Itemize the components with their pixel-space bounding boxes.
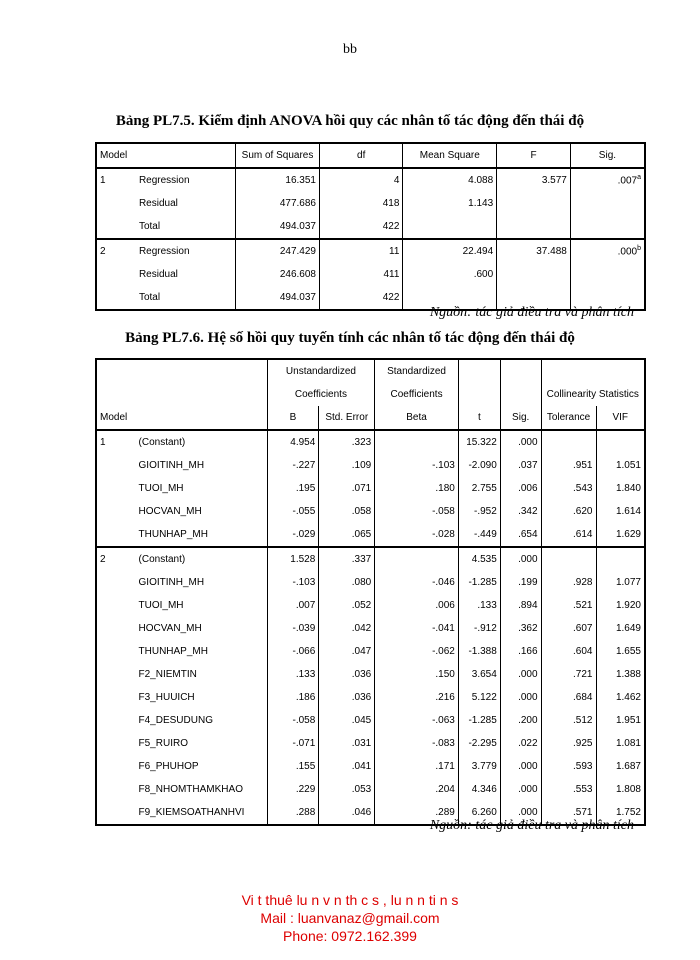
- value-cell: .721: [541, 663, 596, 686]
- value-cell: .000: [500, 686, 541, 709]
- variable-cell: F8_NHOMTHAMKHAO: [138, 784, 243, 795]
- variable-cell: F6_PHUHOP: [138, 761, 199, 772]
- value-cell: [541, 547, 596, 571]
- header-cell: df: [319, 143, 402, 168]
- value-cell: .031: [319, 732, 375, 755]
- model-cell: [96, 755, 136, 778]
- header-cell: Tolerance: [541, 406, 596, 430]
- sig-cell: [570, 192, 645, 215]
- value-cell: -.041: [375, 617, 459, 640]
- value-cell: 6.260: [458, 801, 500, 825]
- table-row: [96, 778, 645, 801]
- value-cell: .216: [375, 686, 459, 709]
- table-row: [96, 168, 645, 192]
- variable-cell: F4_DESUDUNG: [138, 715, 213, 726]
- value-cell: .925: [541, 732, 596, 755]
- value-cell: .543: [541, 477, 596, 500]
- value-cell: .071: [319, 477, 375, 500]
- value-cell: .166: [500, 640, 541, 663]
- value-cell: .006: [375, 594, 459, 617]
- header-cell: Sum of Squares: [236, 143, 320, 168]
- model-cell: [96, 663, 136, 686]
- row-label-cell: Residual: [138, 269, 178, 280]
- footnote-marker: a: [637, 174, 641, 182]
- value-cell: 247.429: [236, 239, 320, 263]
- value-cell: -.449: [458, 523, 500, 547]
- header-cell: B: [267, 406, 319, 430]
- header-cell: Standardized: [375, 359, 459, 383]
- value-cell: .337: [319, 547, 375, 571]
- value-cell: .041: [319, 755, 375, 778]
- coefficients-table: [95, 358, 646, 826]
- value-cell: .000: [500, 547, 541, 571]
- value-cell: 477.686: [236, 192, 320, 215]
- table-row: [96, 239, 645, 263]
- variable-cell: GIOITINH_MH: [138, 460, 205, 471]
- value-cell: -.039: [267, 617, 319, 640]
- value-cell: -.066: [267, 640, 319, 663]
- model-cell: [96, 801, 136, 825]
- table1-caption: Bảng PL7.5. Kiểm định ANOVA hồi quy các nhân tố tác động đến thái độ: [115, 113, 585, 129]
- value-cell: .186: [267, 686, 319, 709]
- row-label-cell: Total: [136, 286, 236, 310]
- value-cell: .046: [319, 801, 375, 825]
- value-cell: .180: [375, 477, 459, 500]
- value-cell: -.912: [458, 617, 500, 640]
- value-cell: 246.608: [236, 263, 320, 286]
- variable-cell: F9_KIEMSOATHANHVI: [136, 801, 268, 825]
- value-cell: .000: [500, 755, 541, 778]
- table-row: [96, 500, 645, 523]
- table1-source: Nguồn: tác giả điều tra và phân tích: [429, 305, 634, 320]
- table-header-row: [96, 406, 645, 430]
- header-cell: Std. Error: [319, 406, 375, 430]
- value-cell: .521: [541, 594, 596, 617]
- value-cell: [596, 430, 645, 454]
- model-cell: [96, 500, 136, 523]
- value-cell: 1.629: [596, 523, 645, 547]
- sig-value: .000: [617, 246, 638, 258]
- model-cell: [96, 192, 136, 215]
- table-row: [96, 732, 645, 755]
- value-cell: .553: [541, 778, 596, 801]
- value-cell: 1.051: [596, 454, 645, 477]
- value-cell: .042: [319, 617, 375, 640]
- value-cell: -1.285: [458, 571, 500, 594]
- value-cell: .288: [267, 801, 319, 825]
- header-cell: Coefficients: [267, 383, 375, 406]
- value-cell: .022: [500, 732, 541, 755]
- value-cell: 1.614: [596, 500, 645, 523]
- value-cell: -1.388: [458, 640, 500, 663]
- value-cell: .036: [319, 686, 375, 709]
- value-cell: .323: [319, 430, 375, 454]
- variable-cell: TUOI_MH: [138, 483, 184, 494]
- footer-ad: [0, 891, 700, 945]
- table-row: [96, 571, 645, 594]
- footnote-marker: b: [637, 245, 641, 253]
- table-row: [96, 454, 645, 477]
- header-cell: VIF: [596, 406, 645, 430]
- value-cell: [375, 547, 459, 571]
- row-label-cell: Total: [138, 221, 161, 232]
- value-cell: -.055: [267, 500, 319, 523]
- model-cell: 2: [96, 239, 136, 263]
- value-cell: -.103: [375, 454, 459, 477]
- table-row: [96, 709, 645, 732]
- value-cell: 4.535: [458, 547, 500, 571]
- model-cell: [96, 571, 136, 594]
- value-cell: [497, 263, 571, 286]
- variable-cell: F3_HUUICH: [138, 692, 195, 703]
- model-cell: [96, 477, 136, 500]
- value-cell: .199: [500, 571, 541, 594]
- model-cell: [96, 286, 136, 310]
- anova-table: [95, 142, 646, 311]
- table2-source: Nguồn: tác giả điều tra và phân tích: [429, 818, 634, 833]
- table-row: [96, 192, 645, 215]
- value-cell: .000: [500, 778, 541, 801]
- value-cell: .052: [319, 594, 375, 617]
- page-header: bb: [343, 42, 357, 57]
- value-cell: .204: [375, 778, 459, 801]
- variable-cell: F2_NIEMTIN: [138, 669, 197, 680]
- value-cell: 3.577: [497, 168, 571, 192]
- value-cell: .342: [500, 500, 541, 523]
- table-row: [96, 594, 645, 617]
- value-cell: .000: [500, 801, 541, 825]
- footer-phone: Phone: 0972.162.399: [283, 928, 417, 944]
- row-label-cell: Residual: [138, 198, 178, 209]
- model-cell: [96, 640, 136, 663]
- value-cell: .036: [319, 663, 375, 686]
- sig-value: .007: [617, 175, 638, 187]
- variable-cell: THUNHAP_MH: [138, 529, 208, 540]
- value-cell: .037: [500, 454, 541, 477]
- value-cell: -.083: [375, 732, 459, 755]
- sig-cell: [570, 263, 645, 286]
- header-cell: Model: [96, 143, 136, 168]
- model-cell: [96, 732, 136, 755]
- value-cell: .654: [500, 523, 541, 547]
- value-cell: 5.122: [458, 686, 500, 709]
- value-cell: .229: [267, 778, 319, 801]
- sig-cell: [570, 168, 645, 192]
- value-cell: -.063: [375, 709, 459, 732]
- table-row: [96, 430, 645, 454]
- table-row: [96, 477, 645, 500]
- value-cell: .007: [267, 594, 319, 617]
- variable-cell: THUNHAP_MH: [138, 646, 208, 657]
- value-cell: .065: [319, 523, 375, 547]
- value-cell: 1.687: [596, 755, 645, 778]
- model-cell: [96, 617, 136, 640]
- value-cell: [403, 215, 497, 239]
- value-cell: 494.037: [236, 215, 320, 239]
- value-cell: [497, 215, 571, 239]
- value-cell: 3.654: [458, 663, 500, 686]
- model-cell: [96, 215, 136, 239]
- value-cell: .512: [541, 709, 596, 732]
- value-cell: .045: [319, 709, 375, 732]
- variable-cell: (Constant): [136, 547, 268, 571]
- value-cell: .080: [319, 571, 375, 594]
- model-cell: [96, 709, 136, 732]
- value-cell: .006: [500, 477, 541, 500]
- table-row: [96, 686, 645, 709]
- value-cell: 1.951: [596, 709, 645, 732]
- value-cell: .133: [267, 663, 319, 686]
- table-header-row: [96, 359, 645, 383]
- value-cell: 1.752: [596, 801, 645, 825]
- value-cell: 15.322: [458, 430, 500, 454]
- value-cell: 418: [319, 192, 402, 215]
- value-cell: .928: [541, 571, 596, 594]
- table-row: [96, 263, 645, 286]
- model-cell: [96, 523, 136, 547]
- value-cell: .200: [500, 709, 541, 732]
- value-cell: 422: [319, 215, 402, 239]
- table-row: [96, 215, 645, 239]
- value-cell: 1.920: [596, 594, 645, 617]
- header-cell: Mean Square: [403, 143, 497, 168]
- row-label-cell: Regression: [136, 239, 236, 263]
- value-cell: .155: [267, 755, 319, 778]
- value-cell: -.028: [375, 523, 459, 547]
- value-cell: 11: [319, 239, 402, 263]
- header-cell: t: [458, 406, 500, 430]
- value-cell: .604: [541, 640, 596, 663]
- model-cell: [96, 263, 136, 286]
- value-cell: 3.779: [458, 755, 500, 778]
- value-cell: -.058: [375, 500, 459, 523]
- model-cell: 1: [96, 168, 136, 192]
- value-cell: .047: [319, 640, 375, 663]
- model-cell: 2: [96, 547, 136, 571]
- value-cell: 1.528: [267, 547, 319, 571]
- value-cell: .593: [541, 755, 596, 778]
- value-cell: -.058: [267, 709, 319, 732]
- table-row: [96, 640, 645, 663]
- table-row: [96, 663, 645, 686]
- sig-cell: [570, 215, 645, 239]
- value-cell: 1.143: [403, 192, 497, 215]
- value-cell: .620: [541, 500, 596, 523]
- value-cell: 1.649: [596, 617, 645, 640]
- footer-email: Mail : luanvanaz@gmail.com: [260, 910, 440, 926]
- value-cell: 422: [319, 286, 402, 310]
- value-cell: 4.346: [458, 778, 500, 801]
- model-cell: [96, 686, 136, 709]
- value-cell: 1.077: [596, 571, 645, 594]
- variable-cell: TUOI_MH: [138, 600, 184, 611]
- value-cell: -.062: [375, 640, 459, 663]
- value-cell: -.103: [267, 571, 319, 594]
- value-cell: .058: [319, 500, 375, 523]
- value-cell: 1.840: [596, 477, 645, 500]
- value-cell: .000: [500, 430, 541, 454]
- value-cell: [541, 430, 596, 454]
- header-cell: Sig.: [570, 143, 645, 168]
- value-cell: .571: [541, 801, 596, 825]
- header-cell: Sig.: [500, 406, 541, 430]
- value-cell: .684: [541, 686, 596, 709]
- value-cell: 1.462: [596, 686, 645, 709]
- model-cell: [96, 778, 136, 801]
- variable-cell: HOCVAN_MH: [138, 623, 202, 634]
- variable-cell: GIOITINH_MH: [138, 577, 205, 588]
- value-cell: -.071: [267, 732, 319, 755]
- variable-cell: F5_RUIRO: [138, 738, 188, 749]
- header-cell: Unstandardized: [267, 359, 375, 383]
- header-cell: Coefficients: [375, 383, 459, 406]
- table-row: [96, 547, 645, 571]
- model-cell: [96, 594, 136, 617]
- table-header-row: [96, 383, 645, 406]
- value-cell: -.952: [458, 500, 500, 523]
- value-cell: .195: [267, 477, 319, 500]
- value-cell: .607: [541, 617, 596, 640]
- value-cell: 4.954: [267, 430, 319, 454]
- value-cell: -2.295: [458, 732, 500, 755]
- value-cell: 1.655: [596, 640, 645, 663]
- value-cell: -1.285: [458, 709, 500, 732]
- value-cell: -.029: [267, 523, 319, 547]
- table-row: [96, 755, 645, 778]
- value-cell: [596, 547, 645, 571]
- table2-caption: Bảng PL7.6. Hệ số hồi quy tuyến tính các nhân tố tác động đến thái độ: [125, 330, 575, 346]
- value-cell: 2.755: [458, 477, 500, 500]
- value-cell: .133: [458, 594, 500, 617]
- table-row: [96, 617, 645, 640]
- value-cell: 1.388: [596, 663, 645, 686]
- table-row: [96, 523, 645, 547]
- footer-line: Vi t thuê lu n v n th c s , lu n n ti n s: [241, 892, 459, 908]
- header-cell: Collinearity Statistics: [541, 383, 645, 406]
- value-cell: .600: [403, 263, 497, 286]
- value-cell: .150: [375, 663, 459, 686]
- value-cell: .053: [319, 778, 375, 801]
- header-cell: Beta: [375, 406, 459, 430]
- value-cell: 22.494: [403, 239, 497, 263]
- value-cell: -2.090: [458, 454, 500, 477]
- value-cell: -.227: [267, 454, 319, 477]
- value-cell: 1.808: [596, 778, 645, 801]
- value-cell: .951: [541, 454, 596, 477]
- value-cell: 4: [319, 168, 402, 192]
- value-cell: [375, 430, 459, 454]
- sig-cell: [570, 239, 645, 263]
- value-cell: .894: [500, 594, 541, 617]
- value-cell: .109: [319, 454, 375, 477]
- value-cell: .289: [375, 801, 459, 825]
- header-cell: [136, 143, 236, 168]
- table-header-row: [96, 143, 645, 168]
- model-cell: [96, 454, 136, 477]
- value-cell: 411: [319, 263, 402, 286]
- value-cell: -.046: [375, 571, 459, 594]
- value-cell: 16.351: [236, 168, 320, 192]
- value-cell: .000: [500, 663, 541, 686]
- value-cell: 1.081: [596, 732, 645, 755]
- model-cell: 1: [96, 430, 136, 454]
- header-cell: Model: [96, 406, 267, 430]
- value-cell: .614: [541, 523, 596, 547]
- variable-cell: (Constant): [138, 437, 186, 448]
- header-cell: F: [497, 143, 571, 168]
- value-cell: .362: [500, 617, 541, 640]
- value-cell: 37.488: [497, 239, 571, 263]
- variable-cell: HOCVAN_MH: [138, 506, 202, 517]
- row-label-cell: Regression: [138, 175, 190, 186]
- value-cell: 494.037: [236, 286, 320, 310]
- value-cell: .171: [375, 755, 459, 778]
- value-cell: [497, 192, 571, 215]
- value-cell: 4.088: [403, 168, 497, 192]
